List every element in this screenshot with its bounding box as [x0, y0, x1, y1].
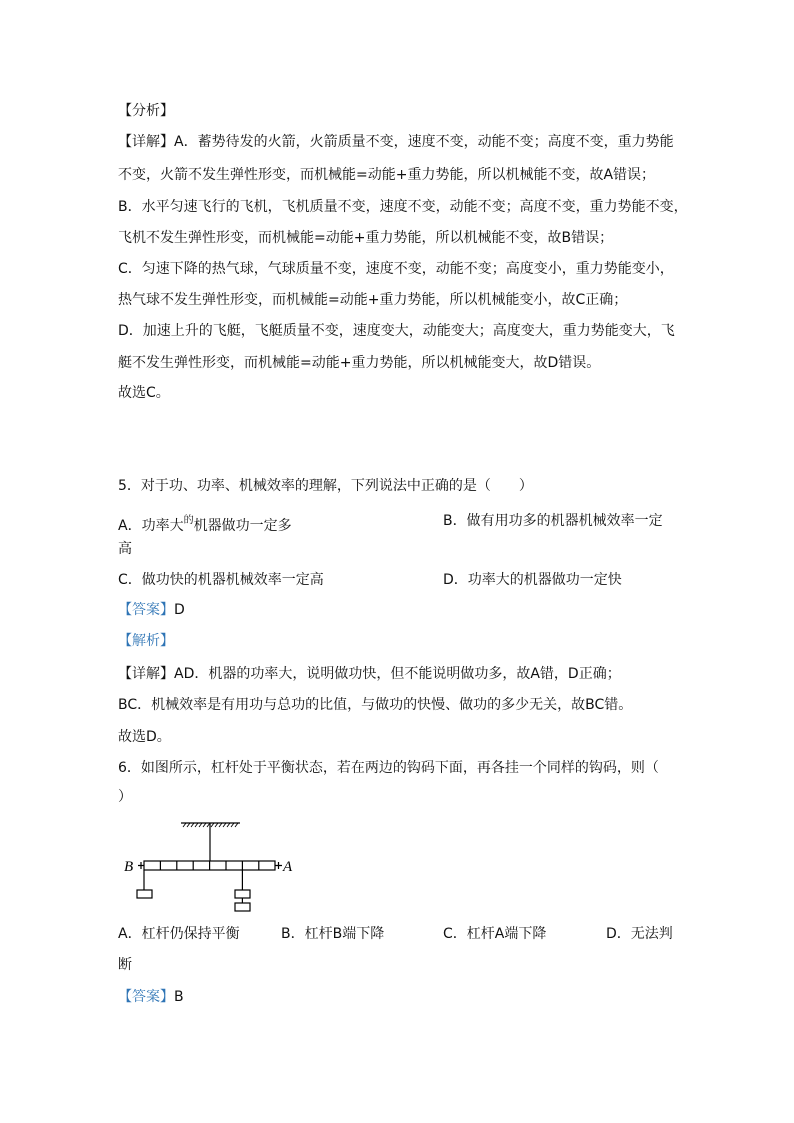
q5-stem: 5．对于功、功率、机械效率的理解，下列说法中正确的是（ ） [118, 478, 533, 494]
answer-label: 【答案】 [118, 602, 174, 618]
lever-diagram [118, 815, 318, 920]
q5-conclusion: 故选D。 [118, 729, 171, 745]
q6-option-c: C．杠杆A端下降 [443, 926, 547, 942]
analysis-conclusion: 故选C。 [118, 385, 170, 401]
analysis-text: A．蓄势待发的火箭，火箭质量不变，速度不变，动能不变；高度不变，重力势能 [174, 134, 674, 150]
label-b: B [124, 859, 134, 875]
q5-option-a-superscript: 的 [183, 515, 194, 526]
q5-option-b: B．做有用功多的机器机械效率一定 [443, 513, 663, 529]
analysis-line: 艇不发生弹性形变，而机械能=动能+重力势能，所以机械能变大，故D错误。 [118, 355, 601, 371]
detail-text: AD．机器的功率大，说明做功快，但不能说明做功多，故A错，D正确； [174, 666, 621, 682]
analysis-line: D．加速上升的飞艇，飞艇质量不变，速度变大，动能变大；高度变大，重力势能变大，飞 [118, 323, 675, 339]
q6-answer [118, 988, 184, 1006]
analysis-line: 热气球不发生弹性形变，而机械能=动能+重力势能，所以机械能变小，故C正确； [118, 292, 628, 308]
q5-option-a-text: A．功率大 [118, 518, 184, 534]
q5-option-d: D．功率大的机器做功一定快 [443, 572, 622, 588]
label-a: A [283, 859, 293, 875]
q6-option-d-wrap: 断 [118, 957, 132, 973]
q5-detail [118, 665, 621, 683]
q5-detail-2: BC．机械效率是有用功与总功的比值，与做功的快慢、做功的多少无关，故BC错。 [118, 697, 633, 713]
q5-option-a-text2: 机器做功一定多 [193, 518, 292, 534]
analysis-line: 飞机不发生弹性形变，而机械能=动能+重力势能，所以机械能不变，故B错误； [118, 230, 614, 246]
q5-answer [118, 601, 185, 619]
right-weights [235, 870, 250, 911]
answer-value: D [174, 602, 185, 618]
q5-option-a [118, 512, 292, 535]
q6-stem: 6．如图所示，杠杆处于平衡状态，若在两边的钩码下面，再各挂一个同样的钩码，则（ [118, 760, 659, 776]
q5-option-b-wrap: 高 [118, 541, 132, 557]
analysis-line: 不变，火箭不发生弹性形变，而机械能=动能+重力势能，所以机械能不变，故A错误； [118, 167, 656, 183]
q6-option-a: A．杠杆仍保持平衡 [118, 926, 240, 942]
left-weight [137, 870, 152, 898]
analysis-line: B．水平匀速飞行的飞机，飞机质量不变，速度不变，动能不变；高度不变，重力势能不变， [118, 199, 688, 215]
q6-option-b: B．杠杆B端下降 [281, 926, 385, 942]
detail-label: 【详解】 [118, 666, 174, 682]
q6-option-d: D．无法判 [606, 926, 673, 942]
detail-label: 【详解】 [118, 134, 174, 150]
analysis-line [118, 133, 674, 151]
q5-option-c: C．做功快的机器机械效率一定高 [118, 572, 324, 588]
analysis-heading: 【分析】 [118, 103, 174, 119]
answer-label: 【答案】 [118, 989, 174, 1005]
q5-explain-label: 【解析】 [118, 633, 174, 649]
lever-bar [138, 861, 282, 870]
q6-stem-wrap: ） [118, 789, 132, 805]
analysis-line: C．匀速下降的热气球，气球质量不变，速度不变，动能不变；高度变小，重力势能变小， [118, 261, 674, 277]
answer-value: B [174, 989, 184, 1005]
